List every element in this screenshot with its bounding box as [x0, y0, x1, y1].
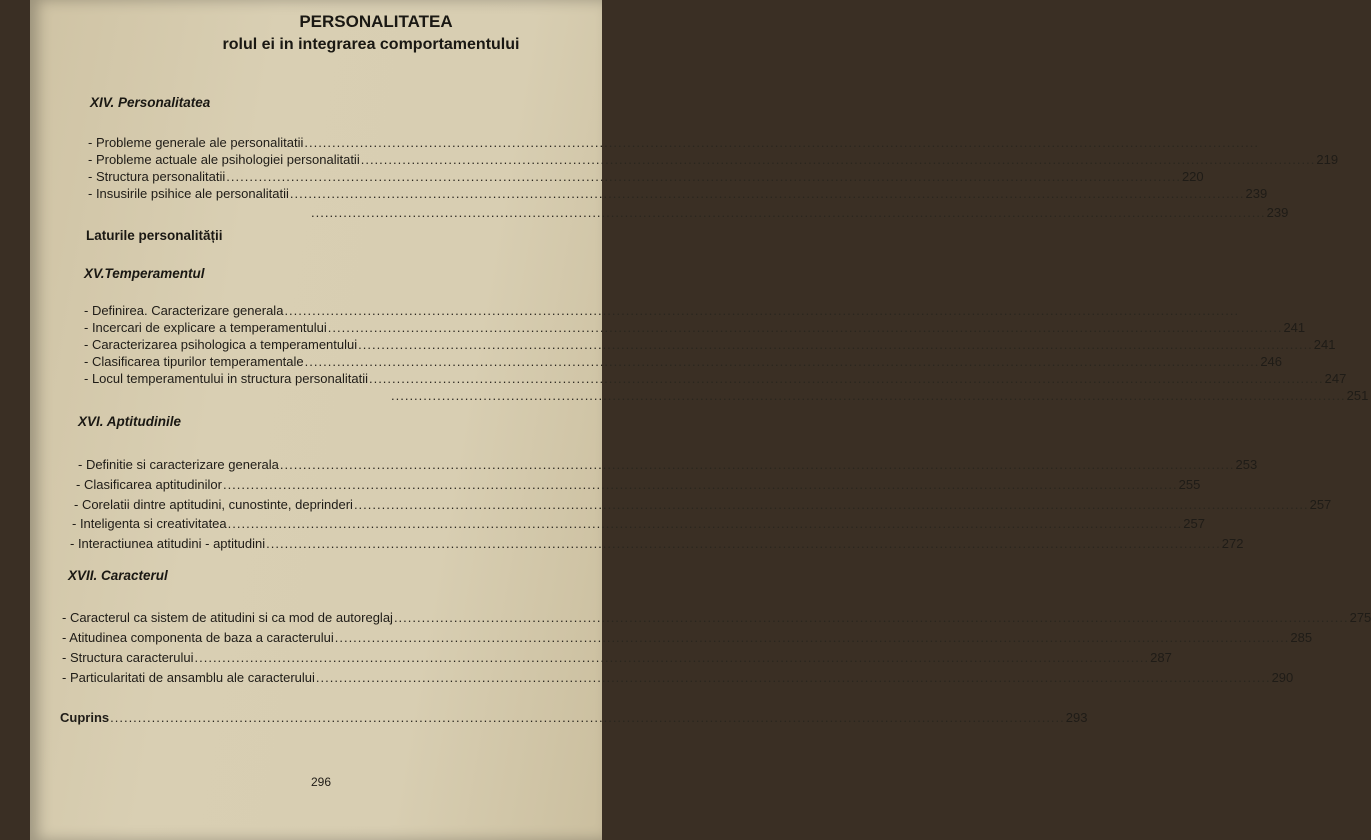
toc-leader-dots — [228, 516, 1183, 531]
toc-leader-dots — [335, 630, 1290, 645]
toc-entry-page: 253 — [1235, 457, 1258, 472]
toc-entry — [88, 135, 398, 150]
toc-entry-label: Cuprins — [60, 710, 110, 725]
toc-entry-page: 239 — [1266, 205, 1289, 220]
toc-entry-page: 257 — [1183, 516, 1205, 531]
section-heading-xv: XV.Temperamentul — [84, 266, 205, 281]
toc-entry-label: - Probleme generale ale personalitatii — [88, 135, 304, 150]
toc-leader-dots — [391, 388, 1346, 403]
toc-entry — [62, 670, 1294, 685]
toc-entry-label: - Caracterizarea psihologica a temperamentului — [84, 337, 358, 352]
toc-entry-page: 246 — [1260, 354, 1283, 369]
toc-entry-label: - Structura personalitatii — [88, 169, 226, 184]
toc-entry-page: 285 — [1290, 630, 1313, 645]
toc-leader-dots — [223, 477, 1178, 492]
toc-entry-label: - Incercari de explicare a temperamentului — [84, 320, 327, 335]
toc-entry — [76, 477, 1201, 492]
toc-entry — [390, 388, 1369, 403]
page-number: 296 — [310, 775, 332, 789]
toc-entry — [62, 610, 1371, 625]
toc-entry — [88, 169, 1204, 184]
toc-entry-label: - Definirea. Caracterizare generala — [84, 303, 284, 318]
toc-leader-dots — [290, 186, 1245, 201]
toc-leader-dots — [304, 135, 1259, 150]
toc-entry — [78, 457, 1258, 472]
section-heading-xiv: XIV. Personalitatea — [90, 95, 211, 110]
toc-entry-page: 287 — [1150, 650, 1172, 665]
toc-entry-cuprins — [60, 710, 1088, 725]
toc-leader-dots — [284, 303, 1239, 318]
toc-leader-dots — [358, 337, 1313, 352]
toc-leader-dots — [328, 320, 1283, 335]
toc-entry-page: 241 — [1313, 337, 1336, 352]
toc-entry-page: 251 — [1346, 388, 1369, 403]
toc-entry-label: - Probleme actuale ale psihologiei personalitatii — [88, 152, 360, 167]
toc-entry-page: 290 — [1271, 670, 1294, 685]
book-page — [30, 0, 1371, 840]
toc-entry-page: 239 — [1245, 186, 1268, 201]
toc-entry-label: - Atitudinea componenta de baza a caracterului — [62, 630, 334, 645]
toc-entry — [84, 371, 1347, 386]
toc-entry-label: - Interactiunea atitudini - aptitudini — [70, 536, 266, 551]
toc-entry-label: - Corelatii dintre aptitudini, cunostinte, deprinderi — [74, 497, 353, 512]
toc-entry-page: 241 — [1283, 320, 1306, 335]
toc-entry-label: - Inteligenta si creativitatea — [72, 516, 227, 531]
toc-entry-label: - Caracterul ca sistem de atitudini si ca mod de autoreglaj — [62, 610, 393, 625]
toc-entry — [74, 497, 1332, 512]
toc-entry-page: 220 — [1181, 169, 1204, 184]
toc-entry-label: - Insusirile psihice ale personalitatii — [88, 186, 289, 201]
toc-entry-label: - Definitie si caracterizare generala — [78, 457, 279, 472]
toc-entry-page: 293 — [1065, 710, 1088, 725]
toc-entry-page: 257 — [1309, 497, 1332, 512]
toc-leader-dots — [195, 650, 1150, 665]
section-heading-xvi: XVI. Aptitudinile — [78, 414, 181, 429]
toc-entry-page: 255 — [1178, 477, 1201, 492]
page-title: PERSONALITATEA — [299, 12, 453, 31]
toc-leader-dots — [266, 536, 1221, 551]
toc-leader-dots — [280, 457, 1235, 472]
toc-entry-page: 272 — [1221, 536, 1244, 551]
toc-entry-page: 275 — [1349, 610, 1371, 625]
toc-entry-label: - Structura caracterului — [62, 650, 194, 665]
toc-entry — [84, 354, 1283, 369]
toc-entry — [84, 320, 1306, 335]
toc-leader-dots — [110, 710, 1065, 725]
page-subtitle: rolul ei in integrarea comportamentului — [222, 36, 520, 53]
toc-entry — [72, 516, 1205, 531]
section-heading-laturile: Laturile personalității — [86, 228, 223, 243]
toc-leader-dots — [394, 610, 1349, 625]
section-heading-xvii: XVII. Caracterul — [68, 568, 168, 583]
toc-leader-dots — [305, 354, 1260, 369]
toc-entry — [62, 650, 1172, 665]
toc-entry-page: 247 — [1324, 371, 1347, 386]
toc-entry-label: - Clasificarea aptitudinilor — [76, 477, 222, 492]
toc-entry — [310, 205, 1289, 220]
toc-leader-dots — [361, 152, 1316, 167]
toc-leader-dots — [311, 205, 1266, 220]
toc-entry-label: - Particularitati de ansamblu ale caracterului — [62, 670, 315, 685]
toc-entry — [88, 186, 1268, 201]
toc-leader-dots — [369, 371, 1324, 386]
toc-leader-dots — [226, 169, 1181, 184]
toc-entry — [84, 337, 1336, 352]
toc-entry — [88, 152, 1339, 167]
toc-entry — [62, 630, 1313, 645]
toc-entry-page: 219 — [1316, 152, 1339, 167]
toc-entry — [70, 536, 1244, 551]
toc-leader-dots — [316, 670, 1271, 685]
toc-entry-label: - Clasificarea tipurilor temperamentale — [84, 354, 304, 369]
toc-leader-dots — [354, 497, 1309, 512]
toc-entry — [84, 303, 374, 318]
toc-entry-label: - Locul temperamentului in structura personalitatii — [84, 371, 368, 386]
